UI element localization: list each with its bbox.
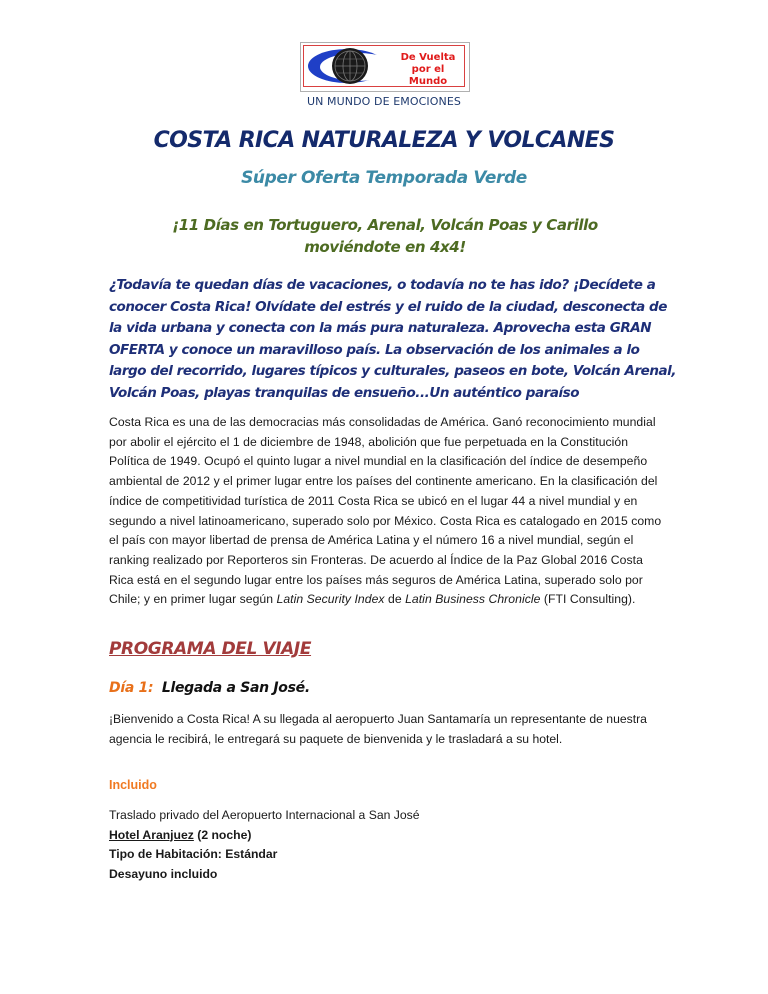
about-tail: (FTI Consulting). [540,592,636,607]
included-hotel [109,826,420,846]
included-breakfast: Desayuno incluido [109,866,218,881]
included-label: Incluido [109,778,157,792]
intro-paragraph: ¿Todavía te quedan días de vacaciones, o todavía no te has ido? ¡Decídete a conocer Costa Rica! Olvídate del estrés y el ruido de la ciudad, desconecta de la vida urbana y conecta con la más pura naturaleza. Aprovecha esta GRAN OFERTA y conoce un maravilloso país. La observación de los animales a lo largo del recorrido, lugares típicos y culturales, paseos en bote, Volcán Arenal, Volcán Poas, playas tranquilas de ensueño...Un auténtico paraíso [109,277,677,401]
hotel-nights: (2 noche) [193,827,252,842]
logo-tagline: UN MUNDO DE EMOCIONES [306,95,462,108]
about-italic-1: Latin Security Index [276,592,385,607]
about-text: Costa Rica es una de las democracias más consolidadas de América. Ganó reconocimiento mundial por abolir el ejército el 1 de diciembre de 1948, abolición que fue perpetuada en la Constitución Política de 1949. Ocupó el quinto lugar a nivel mundial en la clasificación del índice de desempeño ambiental de 2012 y el primer lugar entre los países del continente americano. En la clasificación del índice de competitividad turística de 2011 Costa Rica se ubicó en el lugar 44 a nivel mundial y en segundo a nivel latinoamericano, superado solo por México. Costa Rica es catalogado en 2015 como el país con mayor libertad de prensa de América Latina y el número 16 a nivel mundial, según el ranking realizado por Reporteros sin Fronteras. De acuerdo al Índice de la Paz Global 2016 Costa Rica está en el segundo lugar entre los países más seguros de América Latina, superado solo por Chile; y en primer lugar según [109,415,662,607]
page-title: COSTA RICA NATURALEZA Y VOLCANES [153,128,615,153]
logo-brand-line1: De Vuelta [400,52,456,63]
included-transfer: Traslado privado del Aeropuerto Internacional a San José [109,808,420,822]
hotel-link[interactable]: Hotel Aranjuez [109,827,194,842]
day-label: Día 1: [109,680,154,696]
included-list [109,806,420,884]
about-paragraph [109,413,669,610]
included-room-type: Tipo de Habitación: Estándar [109,847,278,861]
page-subtitle: Súper Oferta Temporada Verde [241,168,527,188]
program-heading: PROGRAMA DEL VIAJE [109,639,312,659]
logo-inner-frame [303,45,465,87]
about-connector: de [384,592,406,607]
trip-tagline [140,214,630,258]
company-logo [300,42,470,92]
globe-icon [332,48,368,84]
trip-tagline-line2: moviéndote en 4x4! [304,238,466,256]
day-1-heading [109,680,310,696]
day-title: Llegada a San José. [161,680,310,696]
trip-tagline-line1: ¡11 Días en Tortuguero, Arenal, Volcán Poas y Carillo [172,216,598,234]
day-1-description: ¡Bienvenido a Costa Rica! A su llegada al aeropuerto Juan Santamaría un representante de nuestra agencia le recibirá, le entregará su paquete de bienvenida y le trasladará a su hotel. [109,712,647,746]
logo-brand-name [392,52,464,88]
logo-brand-line2: por el Mundo [408,64,448,87]
about-italic-2: Latin Business Chronicle [405,592,541,607]
